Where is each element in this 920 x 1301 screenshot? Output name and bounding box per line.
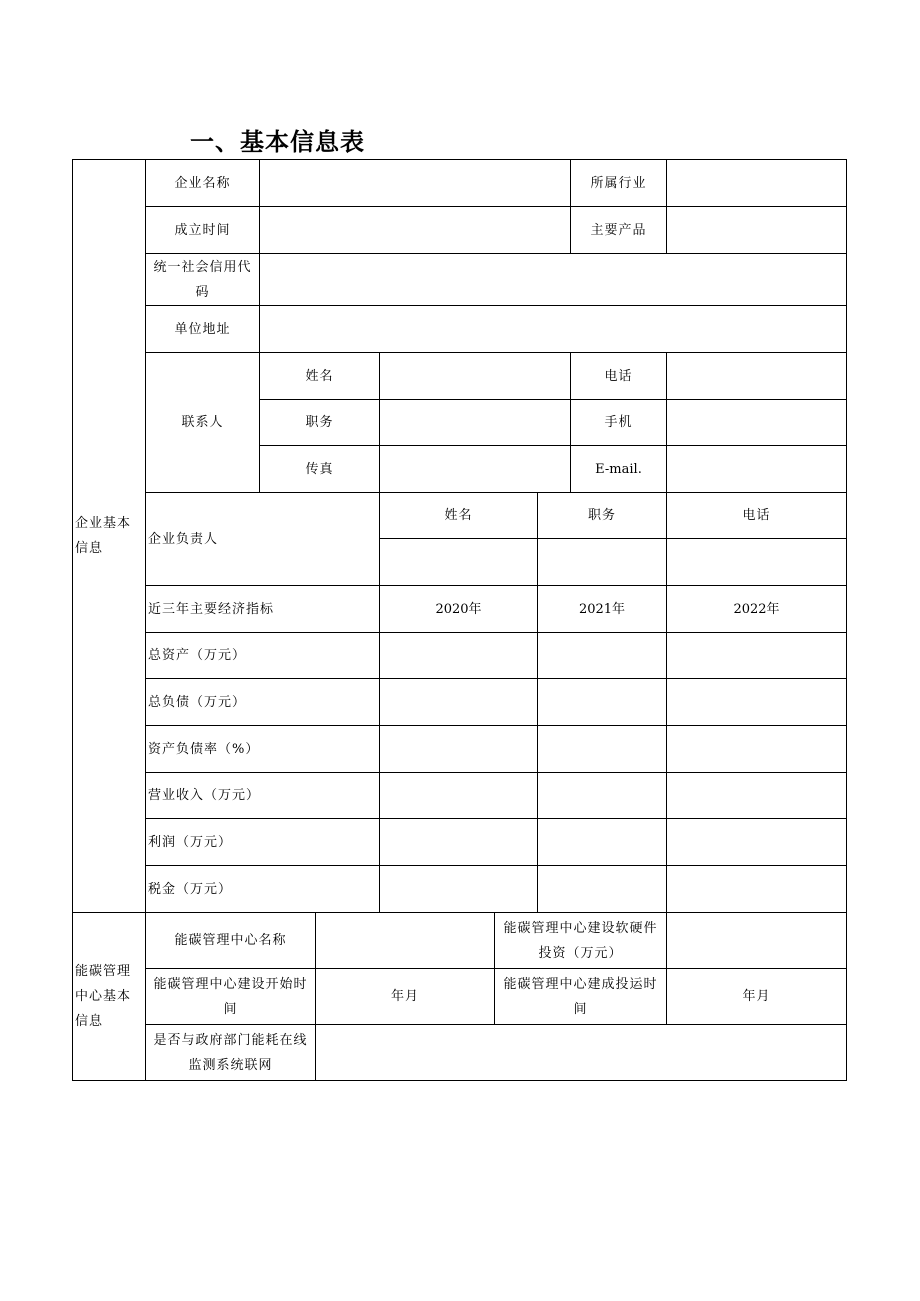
leader-phone-header: 电话 (667, 493, 847, 539)
contact-mobile-label: 手机 (571, 400, 667, 446)
contact-fax-label: 传真 (260, 446, 380, 493)
contact-phone-field[interactable] (667, 353, 847, 400)
contact-position-label: 职务 (260, 400, 380, 446)
total-assets-2021-field[interactable] (538, 633, 667, 679)
contact-position-field[interactable] (380, 400, 571, 446)
basic-info-table (72, 159, 847, 1081)
center-operation-label: 能碳管理中心建成投运时间 (495, 969, 667, 1025)
leader-name-field[interactable] (380, 539, 538, 586)
contact-label: 联系人 (146, 353, 260, 493)
total-liabilities-2020-field[interactable] (380, 679, 538, 726)
revenue-label: 营业收入（万元） (146, 773, 380, 819)
profit-label: 利润（万元） (146, 819, 380, 866)
founded-field[interactable] (260, 207, 571, 254)
center-start-label: 能碳管理中心建设开始时间 (146, 969, 316, 1025)
company-name-label: 企业名称 (146, 160, 260, 207)
founded-label: 成立时间 (146, 207, 260, 254)
year-2020-header: 2020年 (380, 586, 538, 633)
center-start-field[interactable]: 年月 (316, 969, 495, 1025)
profit-2020-field[interactable] (380, 819, 538, 866)
center-investment-field[interactable] (667, 913, 847, 969)
contact-email-field[interactable] (667, 446, 847, 493)
total-liabilities-2021-field[interactable] (538, 679, 667, 726)
section-center-label: 能碳管理中心基本信息 (73, 913, 146, 1081)
leader-phone-field[interactable] (667, 539, 847, 586)
section-enterprise-label: 企业基本信息 (73, 160, 146, 913)
contact-email-label: E-mail. (571, 446, 667, 493)
total-liabilities-label: 总负债（万元） (146, 679, 380, 726)
total-liabilities-2022-field[interactable] (667, 679, 847, 726)
economics-header-label: 近三年主要经济指标 (146, 586, 380, 633)
contact-phone-label: 电话 (571, 353, 667, 400)
total-assets-label: 总资产（万元） (146, 633, 380, 679)
revenue-2021-field[interactable] (538, 773, 667, 819)
profit-2022-field[interactable] (667, 819, 847, 866)
total-assets-2022-field[interactable] (667, 633, 847, 679)
total-assets-2020-field[interactable] (380, 633, 538, 679)
debt-ratio-2021-field[interactable] (538, 726, 667, 773)
contact-name-label: 姓名 (260, 353, 380, 400)
company-name-field[interactable] (260, 160, 571, 207)
debt-ratio-2020-field[interactable] (380, 726, 538, 773)
leader-label: 企业负责人 (146, 493, 380, 586)
tax-2021-field[interactable] (538, 866, 667, 913)
industry-field[interactable] (667, 160, 847, 207)
center-investment-label: 能碳管理中心建设软硬件投资（万元） (495, 913, 667, 969)
address-label: 单位地址 (146, 306, 260, 353)
center-name-field[interactable] (316, 913, 495, 969)
network-connection-field[interactable] (316, 1025, 847, 1081)
tax-label: 税金（万元） (146, 866, 380, 913)
network-connection-label: 是否与政府部门能耗在线监测系统联网 (146, 1025, 316, 1081)
contact-name-field[interactable] (380, 353, 571, 400)
leader-name-header: 姓名 (380, 493, 538, 539)
page-title: 一、基本信息表 (190, 128, 365, 156)
contact-fax-field[interactable] (380, 446, 571, 493)
leader-position-header: 职务 (538, 493, 667, 539)
revenue-2022-field[interactable] (667, 773, 847, 819)
leader-position-field[interactable] (538, 539, 667, 586)
credit-code-field[interactable] (260, 254, 847, 306)
tax-2020-field[interactable] (380, 866, 538, 913)
industry-label: 所属行业 (571, 160, 667, 207)
year-2021-header: 2021年 (538, 586, 667, 633)
main-products-label: 主要产品 (571, 207, 667, 254)
profit-2021-field[interactable] (538, 819, 667, 866)
revenue-2020-field[interactable] (380, 773, 538, 819)
center-name-label: 能碳管理中心名称 (146, 913, 316, 969)
tax-2022-field[interactable] (667, 866, 847, 913)
contact-mobile-field[interactable] (667, 400, 847, 446)
debt-ratio-2022-field[interactable] (667, 726, 847, 773)
main-products-field[interactable] (667, 207, 847, 254)
year-2022-header: 2022年 (667, 586, 847, 633)
credit-code-label: 统一社会信用代码 (146, 254, 260, 306)
address-field[interactable] (260, 306, 847, 353)
center-operation-field[interactable]: 年月 (667, 969, 847, 1025)
debt-ratio-label: 资产负债率（%） (146, 726, 380, 773)
